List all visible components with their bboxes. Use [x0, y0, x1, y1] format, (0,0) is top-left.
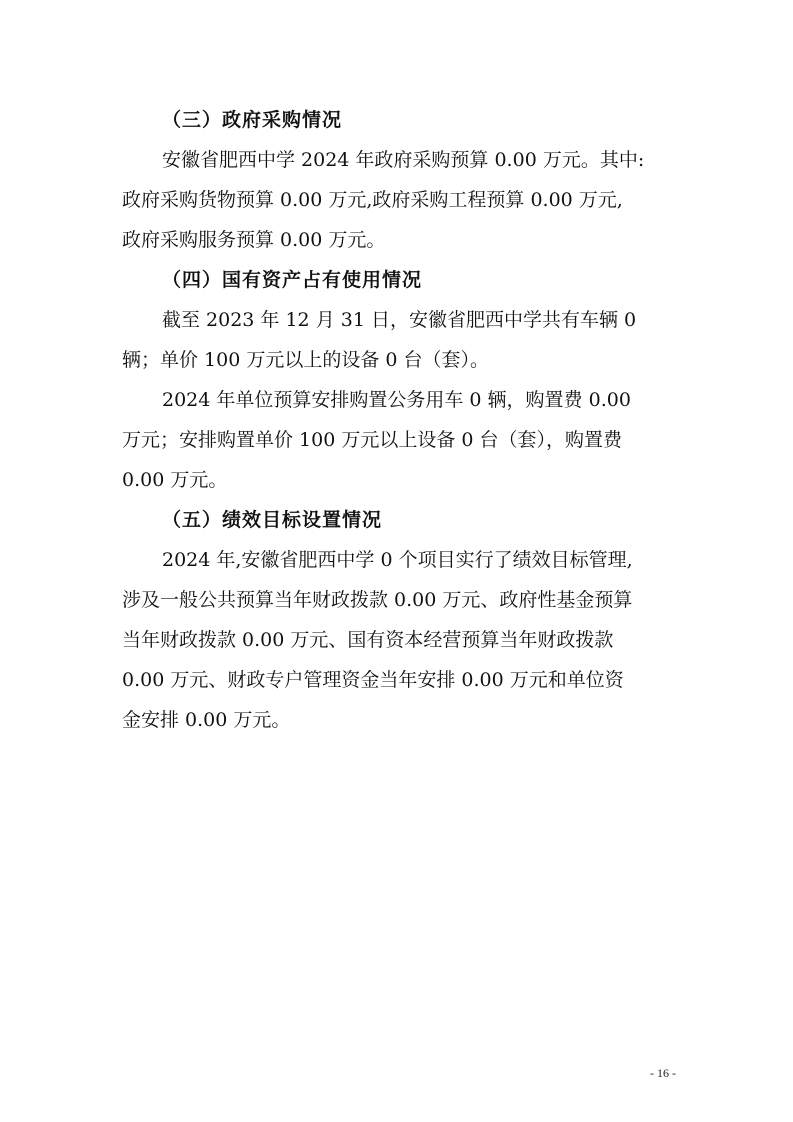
- paragraph-line: 2024 年单位预算安排购置公务用车 0 辆，购置费 0.00: [162, 389, 631, 411]
- paragraph-assets-purchase: [122, 380, 668, 500]
- section-heading-procurement: （三）政府采购情况: [162, 109, 343, 131]
- paragraph-line: 2024 年,安徽省肥西中学 0 个项目实行了绩效目标管理,: [162, 549, 633, 571]
- paragraph-line: 当年财政拨款 0.00 万元、国有资本经营预算当年财政拨款: [122, 629, 614, 651]
- page-number: - 16 -: [650, 1066, 676, 1080]
- paragraph-line: 政府采购服务预算 0.00 万元。: [122, 229, 386, 251]
- paragraph-line: 截至 2023 年 12 月 31 日，安徽省肥西中学共有车辆 0: [162, 309, 637, 331]
- paragraph-performance: [122, 540, 668, 740]
- section-heading-assets: （四）国有资产占有使用情况: [162, 269, 423, 291]
- paragraph-line: 0.00 万元、财政专户管理资金当年安排 0.00 万元和单位资: [122, 669, 624, 691]
- page-content: [122, 100, 668, 740]
- paragraph-assets-vehicles: [122, 300, 668, 380]
- paragraph-line: 万元；安排购置单价 100 万元以上设备 0 台（套），购置费: [122, 429, 623, 451]
- paragraph-line: 0.00 万元。: [122, 469, 228, 491]
- paragraph-line: 政府采购货物预算 0.00 万元,政府采购工程预算 0.00 万元,: [122, 189, 623, 211]
- paragraph-procurement: [122, 140, 668, 260]
- paragraph-line: 辆；单价 100 万元以上的设备 0 台（套）。: [122, 349, 490, 371]
- paragraph-line: 安徽省肥西中学 2024 年政府采购预算 0.00 万元。其中:: [162, 149, 645, 171]
- section-heading-performance: （五）绩效目标设置情况: [162, 509, 383, 531]
- paragraph-line: 金安排 0.00 万元。: [122, 709, 291, 731]
- paragraph-line: 涉及一般公共预算当年财政拨款 0.00 万元、政府性基金预算: [122, 589, 633, 611]
